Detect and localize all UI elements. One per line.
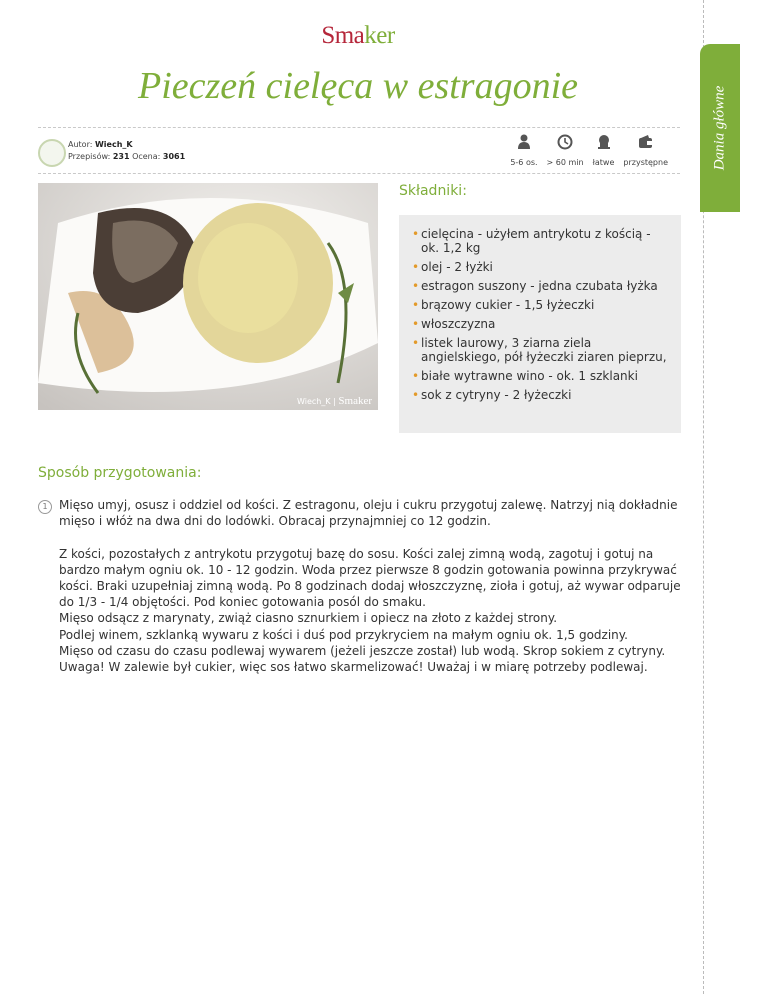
divider — [38, 127, 680, 128]
ingredient-item: • włoszczyzna — [412, 317, 496, 331]
category-label: Dania główne — [711, 85, 728, 171]
photo-watermark: Wiech_K | Smaker — [297, 395, 372, 407]
step-paragraph: Mięso umyj, osusz i oddziel od kości. Z estragonu, oleju i cukru przygotuj zalewę. Natrzyj nią dokładnie mięso i włóż na dwa dni do lodówki. Obracaj przynajmniej co 12 godzin. — [59, 498, 678, 529]
difficulty-info: łatwe — [593, 134, 615, 167]
recipe-info — [501, 134, 668, 167]
servings-info: 5-6 os. — [510, 134, 537, 167]
step-number: 1 — [38, 500, 52, 514]
ingredient-item: • olej - 2 łyżki — [412, 260, 493, 274]
ingredients-heading: Składniki: — [399, 183, 467, 199]
author-meta: Autor: Wiech_K Przepisów: 231 Ocena: 3061 — [68, 140, 186, 161]
ingredient-item: • listek laurowy, 3 ziarna ziela angielskiego, pół łyżeczki ziaren pieprzu, — [412, 336, 667, 364]
ingredient-item: • białe wytrawne wino - ok. 1 szklanki — [412, 369, 638, 383]
time-info: > 60 min — [547, 134, 584, 167]
smaker-logo[interactable]: Smaker — [321, 22, 395, 49]
clock-icon — [547, 134, 584, 154]
ingredient-item: • brązowy cukier - 1,5 łyżeczki — [412, 298, 595, 312]
step-paragraph: Z kości, pozostałych z antrykotu przygotuj bazę do sosu. Kości zalej zimną wodą, zagotuj i gotuj na bardzo małym ogniu ok. 10 - 12 godzin. Woda przez pierwsze 8 godzin gotowania powinna przykrywać kości. Braki uzupełniaj zimną wodą. Po 8 godzinach dodaj włoszczyznę, zioła i gotuj, aż wywar odparuje do 1/3 - 1/4 objętości. Pod koniec gotowania posól do smaku. Mięso odsącz z marynaty, zwiąż ciasno sznurkiem i opiecz na złoto z każdej strony. Podlej winem, szklanką wywaru z kości i duś pod przykryciem na małym ogniu ok. 1,5 godziny. Mięso od czasu do czasu podlewaj wywarem (jeżeli jeszcze został) lub wodą. Skrop sokiem z cytryny. Uwaga! W zalewie był cukier, więc sos łatwo skarmelizować! Uważaj i w miarę potrzeby podlewaj. — [59, 546, 681, 675]
ingredients-box — [399, 215, 681, 433]
chef-hat-icon — [593, 134, 615, 154]
divider — [38, 173, 680, 174]
cost-info: przystępne — [623, 134, 668, 167]
method-heading: Sposób przygotowania: — [38, 465, 202, 481]
recipe-title: Pieczeń cielęca w estragonie — [137, 65, 578, 107]
recipe-photo[interactable] — [38, 183, 378, 410]
author-avatar[interactable] — [38, 139, 66, 167]
ingredient-item: • sok z cytryny - 2 łyżeczki — [412, 388, 572, 402]
author-name[interactable]: Wiech_K — [94, 140, 133, 149]
ingredient-item: • estragon suszony - jedna czubata łyżka — [412, 279, 658, 293]
step-text — [59, 497, 684, 691]
person-icon — [510, 134, 537, 154]
ingredient-item: • cielęcina - użyłem antrykotu z kością - ok. 1,2 kg — [412, 227, 651, 255]
wallet-icon — [623, 134, 668, 154]
